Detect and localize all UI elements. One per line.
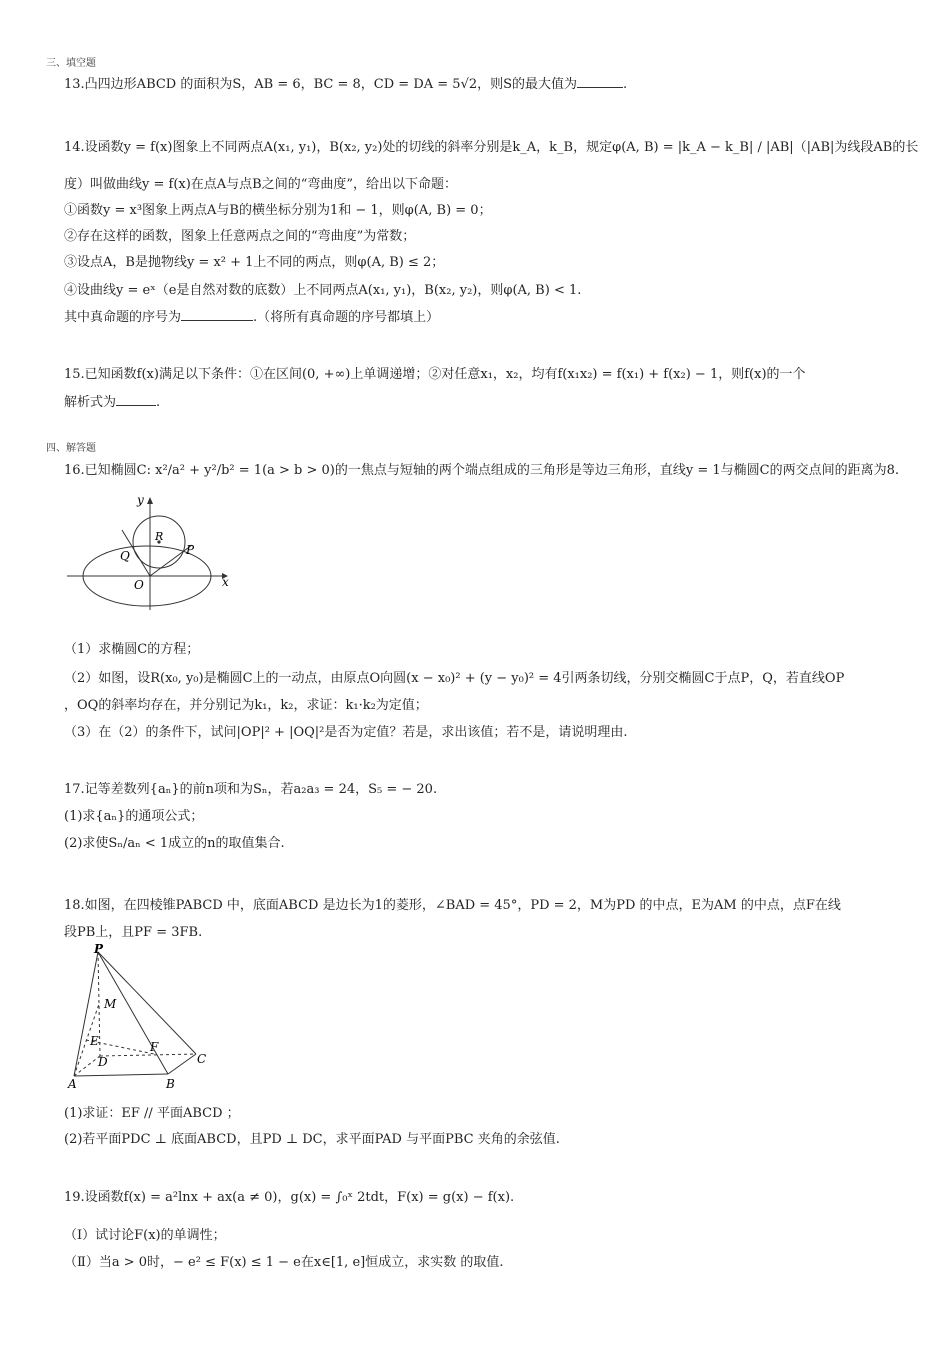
question-19-part-1: （Ⅰ）试讨论F(x)的单调性； <box>64 1228 226 1243</box>
question-15-prompt: 解析式为 <box>64 395 117 410</box>
fig-label-x: x <box>222 575 229 589</box>
question-17-part-2: (2)求使Sₙ/aₙ < 1成立的n的取值集合. <box>64 836 285 851</box>
fig-label-P: P <box>186 543 195 557</box>
question-13-text: 13.凸四边形ABCD 的面积为S，AB = 6，BC = 8，CD = DA = 5√2，则S的最大值为 <box>64 77 578 92</box>
fig-label-A: A <box>68 1077 77 1091</box>
fig-label-P: P <box>94 944 104 956</box>
fig-label-F: F <box>150 1040 159 1054</box>
answer-blank <box>116 393 156 406</box>
answer-blank <box>577 75 623 88</box>
question-16-part-3: （3）在（2）的条件下，试问|OP|² + |OQ|²是否为定值？若是，求出该值；若不是，请说明理由. <box>64 725 628 740</box>
question-14-item-1: ①函数y = x³图象上两点A与B的横坐标分别为1和 − 1，则φ(A, B) = 0； <box>64 203 492 218</box>
ellipse-figure <box>62 490 242 615</box>
question-16-part-2: （2）如图，设R(x₀, y₀)是椭圆C上的一动点，由原点O向圆(x − x₀)² + (y − y₀)² = 4引两条切线，分别交椭圆C于点P，Q，若直线OP <box>64 671 845 686</box>
question-14-line-7 <box>64 308 439 327</box>
fig-label-R: R <box>155 530 164 543</box>
question-15-line-2 <box>64 393 160 412</box>
question-19-part-2: （Ⅱ）当a > 0时，− e² ≤ F(x) ≤ 1 − e在x∈[1, e]恒成立，求实数 的取值. <box>64 1255 504 1270</box>
answer-blank <box>181 308 253 321</box>
question-15-line-1: 15.已知函数f(x)满足以下条件：①在区间(0, +∞)上单调递增；②对任意x₁，x₂，均有f(x₁x₂) = f(x₁) + f(x₂) − 1，则f(x)的一个 <box>64 367 806 382</box>
question-14-line-2: 度）叫做曲线y = f(x)在点A与点B之间的“弯曲度”，给出以下命题： <box>64 177 458 192</box>
question-18-part-1: (1)求证：EF // 平面ABCD ； <box>64 1106 240 1121</box>
question-18-line-2: 段PB上，且PF = 3FB. <box>64 925 203 940</box>
question-18-line-1: 18.如图，在四棱锥PABCD 中，底面ABCD 是边长为1的菱形，∠BAD = 45°，PD = 2，M为PD 的中点，E为AM 的中点，点F在线 <box>64 898 841 913</box>
question-14-item-4: ④设曲线y = eˣ（e是自然对数的底数）上不同两点A(x₁, y₁)，B(x₂, y₂)，则φ(A, B) < 1. <box>64 283 582 298</box>
question-17-part-1: (1)求{aₙ}的通项公式； <box>64 809 204 824</box>
fig-label-C: C <box>197 1052 207 1066</box>
question-14-line-1: 14.设函数y = f(x)图象上不同两点A(x₁, y₁)，B(x₂, y₂)处的切线的斜率分别是k_A，k_B，规定φ(A, B) = |k_A − k_B| / |AB|（|AB|为线段AB的长 <box>64 140 919 155</box>
fig-label-Q: Q <box>120 549 130 563</box>
question-16-line-1: 16.已知椭圆C: x²/a² + y²/b² = 1(a > b > 0)的一焦点与短轴的两个端点组成的三角形是等边三角形，直线y = 1与椭圆C的两交点间的距离为8. <box>64 463 899 478</box>
section-answer-title: 四、解答题 <box>46 443 96 454</box>
question-17-line-1: 17.记等差数列{aₙ}的前n项和为Sₙ，若a₂a₃ = 24，S₅ = − 20. <box>64 782 438 797</box>
fig-label-O: O <box>134 578 144 592</box>
fig-label-y: y <box>137 493 144 507</box>
question-15-end: . <box>156 395 161 410</box>
question-16-part-1: （1）求椭圆C的方程； <box>64 642 200 657</box>
question-14-prompt: 其中真命题的序号为 <box>64 310 182 325</box>
question-16-part-2-cont: ，OQ的斜率均存在，并分别记为k₁，k₂，求证：k₁·k₂为定值； <box>64 698 428 713</box>
fig-label-E: E <box>90 1034 99 1048</box>
question-19-line-1: 19.设函数f(x) = a²lnx + ax(a ≠ 0)，g(x) = ∫₀ˣ 2tdt，F(x) = g(x) − f(x). <box>64 1190 515 1205</box>
question-18-part-2: (2)若平面PDC ⊥ 底面ABCD，且PD ⊥ DC，求平面PAD 与平面PBC 夹角的余弦值. <box>64 1132 560 1147</box>
question-14-item-3: ③设点A，B是抛物线y = x² + 1上不同的两点，则φ(A, B) ≤ 2； <box>64 255 445 270</box>
question-13: 13.凸四边形ABCD 的面积为S，AB = 6，BC = 8，CD = DA = 5√2，则S的最大值为 . <box>64 77 628 92</box>
fig-label-M: M <box>104 997 117 1011</box>
pyramid-figure <box>62 944 222 1094</box>
fig-label-B: B <box>166 1077 175 1091</box>
fig-label-D: D <box>98 1055 108 1069</box>
section-fill-blank-title: 三、填空题 <box>46 58 96 69</box>
question-14-item-2: ②存在这样的函数，图象上任意两点之间的“弯曲度”为常数； <box>64 229 416 244</box>
question-14-note: .（将所有真命题的序号都填上） <box>253 310 440 325</box>
